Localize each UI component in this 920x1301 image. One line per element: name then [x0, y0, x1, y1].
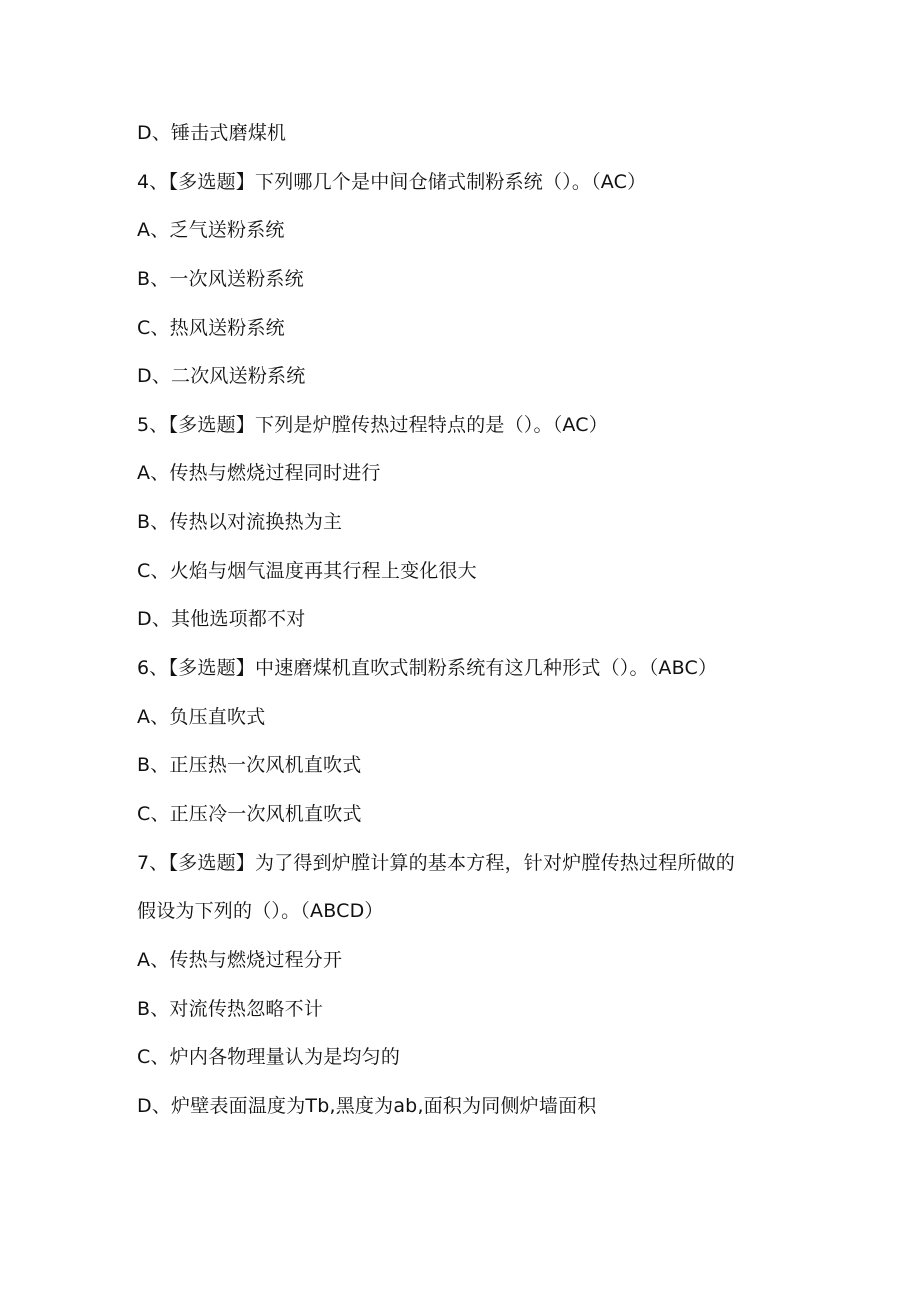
option-a-q6: A、负压直吹式 [137, 706, 266, 728]
question-7: 7、【多选题】为了得到炉膛计算的基本方程，针对炉膛传热过程所做的 [137, 852, 735, 874]
question-4: 4、【多选题】下列哪几个是中间仓储式制粉系统（）。（AC） [137, 171, 647, 193]
option-c-q5: C、火焰与烟气温度再其行程上变化很大 [137, 560, 477, 582]
option-b-q4: B、一次风送粉系统 [137, 268, 304, 290]
option-b-q5: B、传热以对流换热为主 [137, 511, 343, 533]
question-7-continued: 假设为下列的（）。（ABCD） [137, 900, 384, 922]
option-b-q6: B、正压热一次风机直吹式 [137, 754, 362, 776]
option-c-q7: C、炉内各物理量认为是均匀的 [137, 1046, 401, 1068]
option-a-q4: A、乏气送粉系统 [137, 219, 285, 241]
question-5: 5、【多选题】下列是炉膛传热过程特点的是（）。（AC） [137, 414, 608, 436]
option-a-q7: A、传热与燃烧过程分开 [137, 949, 343, 971]
option-c-q4: C、热风送粉系统 [137, 317, 285, 339]
question-6: 6、【多选题】中速磨煤机直吹式制粉系统有这几种形式（）。（ABC） [137, 657, 718, 679]
option-a-q5: A、传热与燃烧过程同时进行 [137, 462, 381, 484]
option-d-q4: D、二次风送粉系统 [137, 365, 306, 387]
option-d-q5: D、其他选项都不对 [137, 608, 306, 630]
option-d-q3: D、锤击式磨煤机 [137, 122, 287, 144]
option-c-q6: C、正压冷一次风机直吹式 [137, 803, 362, 825]
option-d-q7: D、炉壁表面温度为Tb,黑度为ab,面积为同侧炉墙面积 [137, 1095, 597, 1117]
option-b-q7: B、对流传热忽略不计 [137, 998, 324, 1020]
